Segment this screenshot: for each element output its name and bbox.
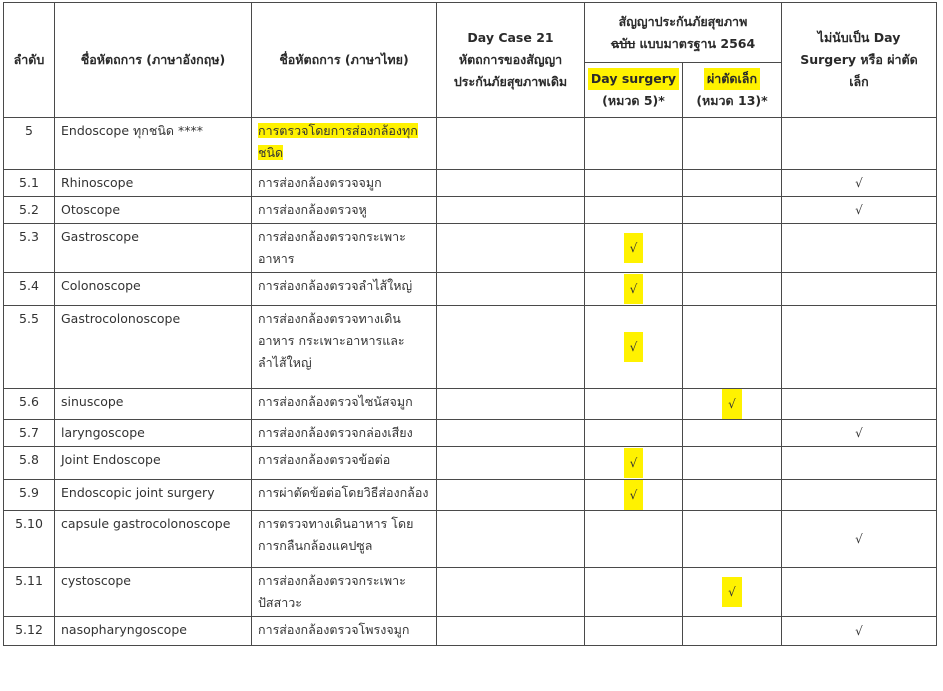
row-number [4,118,55,170]
row-name-th-text: การส่องกล้องตรวจจมูก [258,175,382,190]
cell-minor [683,420,782,447]
cell-minor [683,306,782,389]
row-number [4,224,55,273]
row-name-th-text: การตรวจโดยการส่องกล้องทุกชนิด [258,123,418,160]
row-name-en [55,447,252,480]
header-minor-surgery-cat: (หมวด 13)* [696,93,768,108]
row-name-en-text: Joint Endoscope [61,452,161,467]
row-number [4,447,55,480]
row-name-th-text: การส่องกล้องตรวจกระเพาะอาหาร [258,229,406,266]
cell-ds [585,224,683,273]
check-mark-icon: √ [624,274,644,304]
row-name-en-text: capsule gastrocolonoscope [61,516,231,531]
row-name-th [252,420,437,447]
cell-not [782,118,937,170]
header-daycase: Day Case 21 หัตถการของสัญญาประกันภัยสุขภาพเดิม [437,3,585,118]
check-mark-icon: √ [855,624,863,638]
row-name-en-text: Gastroscope [61,229,139,244]
row-name-th [252,617,437,646]
cell-minor [683,170,782,197]
row-name-th-text: การส่องกล้องตรวจไซนัสจมูก [258,394,413,409]
cell-ds [585,389,683,420]
cell-ds [585,447,683,480]
check-mark-icon: √ [624,480,644,510]
cell-daycase [437,118,585,170]
row-name-en [55,617,252,646]
cell-not [782,170,937,197]
row-name-th [252,480,437,511]
row-number-text: 5.1 [19,175,39,190]
row-name-en [55,306,252,389]
cell-minor [683,568,782,617]
cell-daycase [437,197,585,224]
header-row-1 [4,3,937,63]
header-day-surgery-label: Day surgery [588,68,679,90]
row-name-en [55,568,252,617]
cell-not [782,511,937,568]
row-name-en-text: nasopharyngoscope [61,622,187,637]
cell-minor [683,273,782,306]
cell-not [782,306,937,389]
cell-minor [683,480,782,511]
table-row [4,480,937,511]
cell-minor [683,197,782,224]
cell-daycase [437,224,585,273]
cell-minor [683,617,782,646]
cell-ds [585,306,683,389]
cell-ds [585,617,683,646]
row-number [4,170,55,197]
cell-ds [585,480,683,511]
cell-not [782,447,937,480]
row-name-th [252,447,437,480]
check-mark-icon: √ [722,577,742,607]
row-number [4,389,55,420]
cell-daycase [437,617,585,646]
table-row [4,389,937,420]
cell-not [782,420,937,447]
cell-daycase [437,389,585,420]
row-name-th [252,568,437,617]
row-name-en-text: laryngoscope [61,425,145,440]
cell-daycase [437,306,585,389]
row-name-en [55,197,252,224]
header-minor-surgery [683,63,782,118]
row-number-text: 5.10 [15,516,43,531]
cell-not [782,389,937,420]
row-name-th [252,306,437,389]
row-number-text: 5.7 [19,425,39,440]
table-row [4,617,937,646]
header-contract-strike: ฉบับ [610,35,636,51]
cell-minor [683,511,782,568]
row-number [4,511,55,568]
row-name-th-text: การส่องกล้องตรวจทางเดินอาหาร กระเพาะอาหารและลำไส้ใหญ่ [258,311,405,370]
cell-daycase [437,273,585,306]
cell-daycase [437,480,585,511]
check-mark-icon: √ [855,203,863,217]
row-name-en [55,480,252,511]
row-number-text: 5.6 [19,394,39,409]
table-row [4,170,937,197]
cell-minor [683,389,782,420]
cell-not [782,273,937,306]
cell-not [782,480,937,511]
row-number-text: 5.8 [19,452,39,467]
check-mark-icon: √ [624,332,644,362]
row-name-th-text: การส่องกล้องตรวจข้อต่อ [258,452,391,467]
row-name-th-text: การส่องกล้องตรวจหู [258,202,367,217]
row-name-en [55,118,252,170]
header-contract-line2: แบบมาตรฐาน 2564 [635,35,756,51]
row-name-en [55,170,252,197]
row-name-th-text: การส่องกล้องตรวจลำไส้ใหญ่ [258,278,413,293]
table-row [4,420,937,447]
table-row [4,511,937,568]
row-name-en-text: Endoscopic joint surgery [61,485,215,500]
row-number [4,568,55,617]
cell-ds [585,420,683,447]
header-contract [585,3,782,63]
check-mark-icon: √ [855,532,863,546]
row-name-en-text: Otoscope [61,202,121,217]
row-number-text: 5.9 [19,485,39,500]
table-row [4,447,937,480]
header-contract-line1: สัญญาประกันภัยสุขภาพ [618,13,748,29]
cell-daycase [437,511,585,568]
cell-not [782,568,937,617]
row-name-en [55,389,252,420]
row-number [4,617,55,646]
cell-ds [585,170,683,197]
table-row [4,306,937,389]
row-name-en [55,420,252,447]
row-name-th [252,197,437,224]
row-number-text: 5.12 [15,622,43,637]
header-name-en: ชื่อหัตถการ (ภาษาอังกฤษ) [55,3,252,118]
row-name-en-text: Endoscope ทุกชนิด **** [61,123,203,138]
cell-daycase [437,170,585,197]
cell-daycase [437,420,585,447]
row-name-en-text: Colonoscope [61,278,141,293]
check-mark-icon: √ [624,233,644,263]
row-name-en [55,511,252,568]
check-mark-icon: √ [624,448,644,478]
row-number [4,197,55,224]
table-row [4,224,937,273]
check-mark-icon: √ [722,389,742,419]
cell-ds [585,118,683,170]
cell-daycase [437,447,585,480]
header-not-day-surgery: ไม่นับเป็น Day Surgery หรือ ผ่าตัดเล็ก [782,3,937,118]
cell-minor [683,224,782,273]
header-name-th: ชื่อหัตถการ (ภาษาไทย) [252,3,437,118]
row-number-text: 5.3 [19,229,39,244]
row-name-en-text: cystoscope [61,573,131,588]
row-number-text: 5.5 [19,311,39,326]
row-number [4,306,55,389]
check-mark-icon: √ [855,176,863,190]
header-day-surgery-cat: (หมวด 5)* [602,93,665,108]
row-name-th [252,170,437,197]
row-number-text: 5.11 [15,573,43,588]
row-number [4,480,55,511]
cell-minor [683,447,782,480]
row-name-th [252,118,437,170]
row-name-en-text: Rhinoscope [61,175,134,190]
table-body [4,118,937,646]
table-row [4,118,937,170]
cell-ds [585,197,683,224]
header-day-surgery [585,63,683,118]
row-name-th-text: การส่องกล้องตรวจโพรงจมูก [258,622,410,637]
check-mark-icon: √ [855,426,863,440]
row-name-en [55,273,252,306]
row-name-th [252,389,437,420]
table-row [4,568,937,617]
cell-daycase [437,568,585,617]
row-name-en-text: Gastrocolonoscope [61,311,181,326]
cell-not [782,617,937,646]
row-name-th [252,511,437,568]
table-row [4,273,937,306]
table-row [4,197,937,224]
cell-not [782,197,937,224]
row-number-text: 5 [25,123,33,138]
cell-minor [683,118,782,170]
cell-not [782,224,937,273]
row-number [4,273,55,306]
row-name-th-text: การตรวจทางเดินอาหาร โดยการกลืนกล้องแคปซูล [258,516,414,553]
cell-ds [585,511,683,568]
procedure-table [3,2,937,646]
cell-ds [585,273,683,306]
row-name-th-text: การผ่าตัดข้อต่อโดยวิธีส่องกล้อง [258,485,429,500]
row-name-th [252,273,437,306]
row-number-text: 5.4 [19,278,39,293]
row-name-th [252,224,437,273]
row-name-en [55,224,252,273]
row-name-th-text: การส่องกล้องตรวจกระเพาะปัสสาวะ [258,573,406,610]
row-number-text: 5.2 [19,202,39,217]
row-name-th-text: การส่องกล้องตรวจกล่องเสียง [258,425,413,440]
cell-ds [585,568,683,617]
header-no: ลำดับ [4,3,55,118]
row-name-en-text: sinuscope [61,394,124,409]
row-number [4,420,55,447]
header-minor-surgery-label: ผ่าตัดเล็ก [704,68,760,90]
